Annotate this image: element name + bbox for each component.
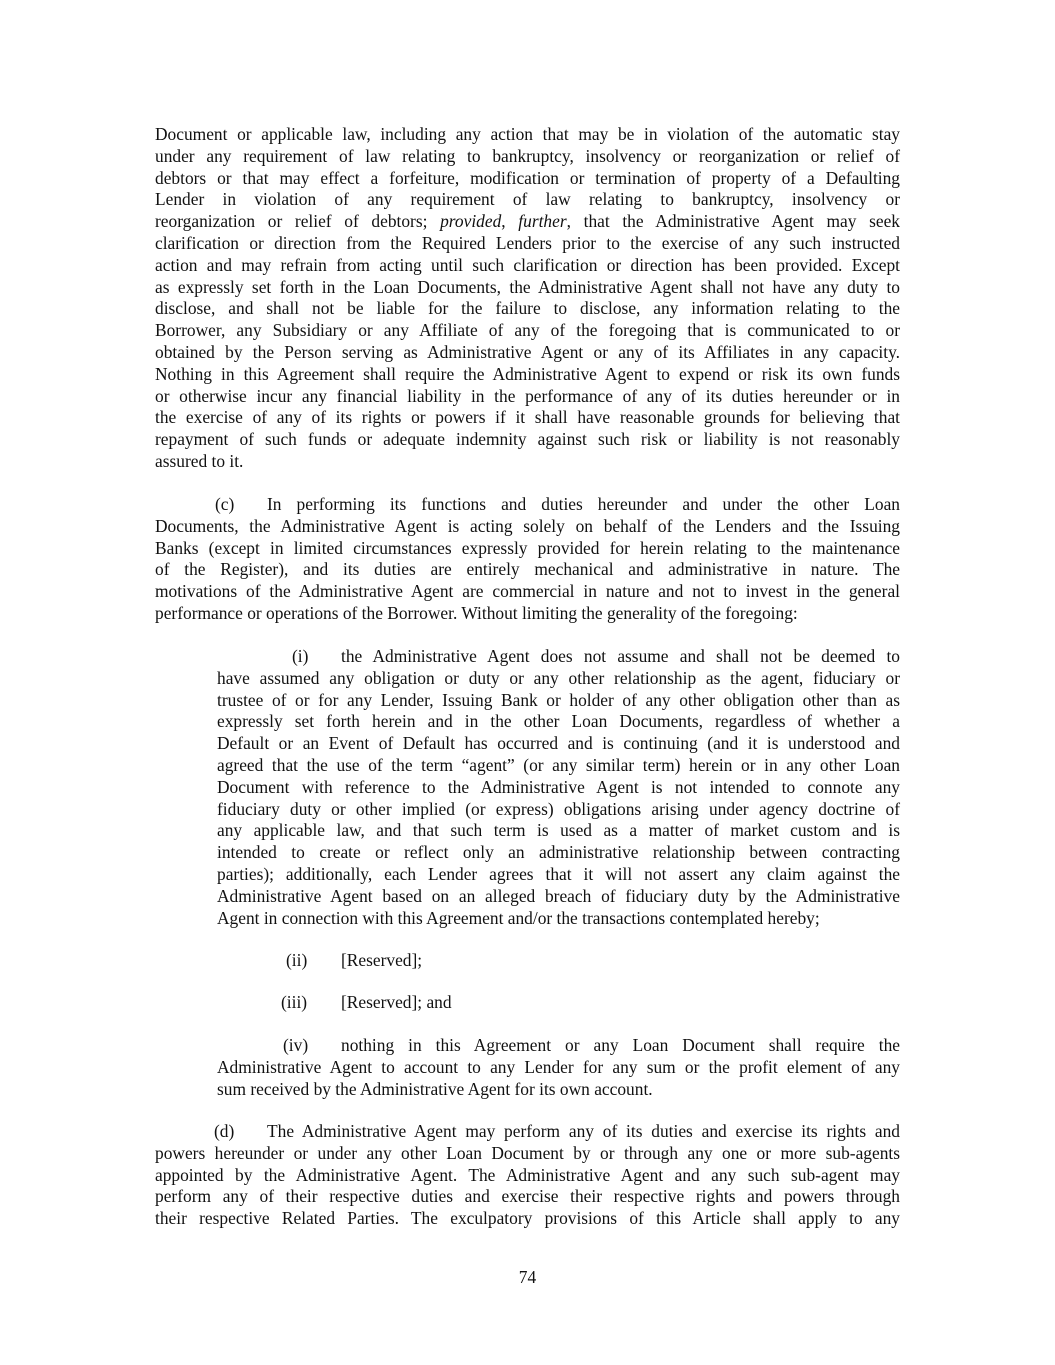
text-line: perform any of their respective duties and exercise their respective rights and powers through — [155, 1186, 900, 1207]
text-line: Agent in connection with this Agreement and/or the transactions contemplated hereby; — [217, 907, 820, 928]
item-iii-text: [Reserved]; and — [341, 992, 452, 1012]
text-fragment: reorganization or relief of debtors; — [155, 211, 441, 232]
item-iii-label: (iii) — [281, 992, 308, 1012]
text-line: obtained by the Person serving as Administrative Agent or any of its Affiliates in any capacity. — [155, 341, 900, 362]
text-line: as expressly set forth in the Loan Documents, the Administrative Agent shall not have any duty to — [155, 276, 900, 297]
text-line: Lender in violation of any requirement of law relating to bankruptcy, insolvency or — [155, 189, 900, 210]
text-fragment: , — [501, 211, 519, 232]
text-line: appointed by the Administrative Agent. The Administrative Agent and any such sub-agent may — [155, 1164, 900, 1185]
item-ii — [155, 950, 900, 972]
text-line: Default or an Event of Default has occurred and is continuing (and it is understood and — [217, 733, 900, 754]
item-iv-label: (iv) — [283, 1035, 309, 1055]
text-line: have assumed any obligation or duty or any other relationship as the agent, fiduciary or — [217, 667, 900, 688]
text-line: performance or operations of the Borrower. Without limiting the generality of the foregoing: — [155, 602, 798, 623]
item-iv — [217, 1035, 900, 1100]
text-line: agreed that the use of the term “agent” (or any similar term) herein or in any other Loan — [217, 754, 900, 775]
paragraph-c-first-line — [155, 494, 900, 516]
text-line: the exercise of any of its rights or powers if it shall have reasonable grounds for believing that — [155, 407, 900, 428]
text-line: expressly set forth herein and in the other Loan Documents, regardless of whether a — [217, 711, 900, 732]
text-line: Nothing in this Agreement shall require the Administrative Agent to expend or risk its own funds — [155, 363, 900, 384]
text-line: assured to it. — [155, 450, 244, 471]
text-line: clarification or direction from the Required Lenders prior to the exercise of any such instructed — [155, 232, 900, 253]
item-i — [217, 646, 900, 929]
text-line: disclose, and shall not be liable for the failure to disclose, any information relating to the — [155, 298, 900, 319]
text-line: Administrative Agent based on an alleged breach of fiduciary duty by the Administrative — [217, 885, 900, 906]
paragraph-d-first-line — [155, 1121, 900, 1143]
item-ii-text: [Reserved]; — [341, 950, 423, 970]
text-line: intended to create or reflect only an administrative relationship between contracting — [217, 842, 900, 863]
item-iv-first-line — [217, 1035, 900, 1057]
paragraph-d-label: (d) — [214, 1121, 235, 1141]
text-line: action and may refrain from acting until such clarification or direction has been provided. Except — [155, 254, 900, 275]
paragraph-d — [155, 1121, 900, 1230]
text-line: Document or applicable law, including any action that may be in violation of the automatic stay — [155, 124, 900, 144]
item-i-label: (i) — [292, 646, 309, 666]
item-i-first-line — [217, 646, 900, 668]
text-line: motivations of the Administrative Agent are commercial in nature and not to invest in the general — [155, 581, 900, 602]
text-line: Administrative Agent to account to any Lender for any sum or the profit element of any — [217, 1056, 900, 1077]
text-line: fiduciary duty or other implied (or express) obligations arising under agency doctrine of — [217, 798, 900, 819]
text-line: sum received by the Administrative Agent for its own account. — [217, 1078, 653, 1099]
text-line: trustee of or for any Lender, Issuing Bank or holder of any other obligation other than as — [217, 689, 900, 710]
text-line: under any requirement of law relating to bankruptcy, insolvency or reorganization or relief of — [155, 145, 900, 166]
text-line: Document with reference to the Administrative Agent is not intended to connote any — [217, 776, 900, 797]
item-ii-label: (ii) — [286, 950, 308, 970]
text-fragment: the Administrative Agent does not assume and shall not be deemed to — [341, 646, 900, 666]
text-line: of the Register), and its duties are entirely mechanical and administrative in nature. The — [155, 559, 900, 580]
item-iii — [155, 992, 900, 1014]
text-fragment: nothing in this Agreement or any Loan Document shall require the — [341, 1035, 900, 1055]
text-fragment: , that the Administrative Agent may seek — [566, 211, 900, 232]
text-line: debtors or that may effect a forfeiture, modification or termination of property of a Defaulting — [155, 167, 900, 188]
text-line: Borrower, any Subsidiary or any Affiliate of any of the foregoing that is communicated to or — [155, 320, 900, 341]
text-line: repayment of such funds or adequate indemnity against such risk or liability is not reasonably — [155, 429, 900, 450]
text-fragment: The Administrative Agent may perform any of its duties and exercise its rights and — [267, 1121, 900, 1141]
text-line: any applicable law, and that such term is used as a matter of market custom and is — [217, 820, 900, 841]
italic-term-further: further — [518, 211, 567, 232]
page-number: 74 — [518, 1267, 537, 1287]
text-line: powers hereunder or under any other Loan Document by or through any one or more sub-agents — [155, 1142, 900, 1163]
text-line: or otherwise incur any financial liability in the performance of any of its duties hereunder or in — [155, 385, 900, 406]
text-line: parties); additionally, each Lender agrees that it will not assert any claim against the — [217, 863, 900, 884]
text-line-with-italics — [155, 211, 900, 233]
text-line: Banks (except in limited circumstances expressly provided for herein relating to the maintenance — [155, 537, 900, 558]
text-line: their respective Related Parties. The exculpatory provisions of this Article shall apply to any — [155, 1208, 900, 1229]
italic-term-provided: provided — [440, 211, 502, 232]
paragraph-c — [155, 494, 900, 625]
paragraph-continuation — [155, 124, 900, 473]
paragraph-c-label: (c) — [215, 494, 235, 514]
text-fragment: In performing its functions and duties hereunder and under the other Loan — [267, 494, 900, 514]
text-line: Documents, the Administrative Agent is acting solely on behalf of the Lenders and the Issuing — [155, 515, 900, 536]
